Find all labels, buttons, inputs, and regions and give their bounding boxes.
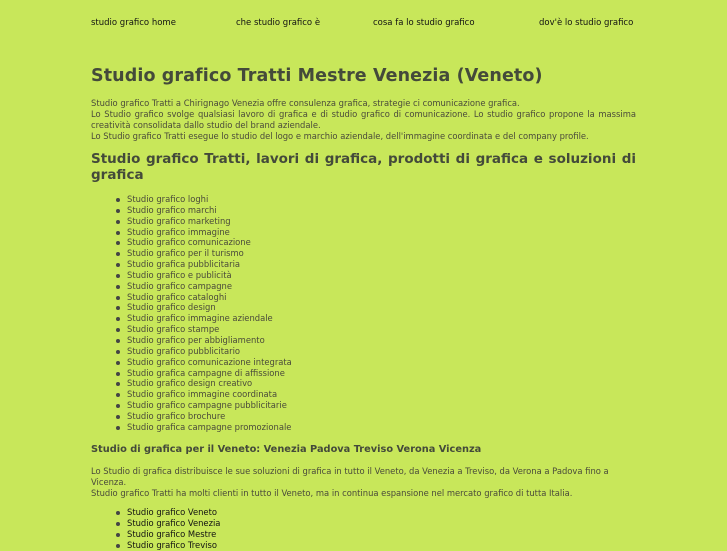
region-paragraph: Studio grafico Tratti ha molti clienti in tutto il Veneto, ma in continua espansione nel mercato grafico di tutta Italia.	[91, 488, 573, 498]
list-item: Studio grafica pubblicitaria	[127, 259, 292, 270]
list-item: Studio grafico immagine	[127, 227, 292, 238]
list-item: Studio grafica campagne promozionale	[127, 421, 292, 432]
list-item: Studio grafico campagne pubblicitarie	[127, 400, 292, 411]
services-list	[91, 194, 292, 433]
region-title: Studio di grafica per il Veneto: Venezia Padova Treviso Verona Vicenza	[91, 444, 482, 455]
intro-paragraph: Studio grafico Tratti a Chirignago Venezia offre consulenza grafica, strategie ci comunicazione grafica.	[91, 98, 520, 108]
list-item: Studio grafico marchi	[127, 205, 292, 216]
place-link[interactable]: Studio grafico Veneto	[127, 507, 220, 518]
list-item: Studio grafico stampe	[127, 324, 292, 335]
top-nav	[91, 0, 636, 46]
page-container	[91, 0, 636, 550]
list-item: Studio grafico comunicazione	[127, 237, 292, 248]
intro-text	[91, 98, 636, 142]
place-link[interactable]: Studio grafico Mestre	[127, 529, 220, 540]
section-subtitle: Studio grafico Tratti, lavori di grafica, prodotti di grafica e soluzioni di grafica	[91, 151, 636, 183]
list-item: Studio grafico design creativo	[127, 378, 292, 389]
nav-link-home[interactable]: studio grafico home	[91, 18, 176, 28]
list-item: Studio grafico per abbigliamento	[127, 335, 292, 346]
list-item: Studio grafico comunicazione integrata	[127, 356, 292, 367]
nav-link-about[interactable]: che studio grafico è	[236, 18, 321, 28]
list-item: Studio grafica campagne di affissione	[127, 368, 292, 379]
nav-link-services[interactable]: cosa fa lo studio grafico	[373, 18, 475, 28]
places-list	[91, 507, 220, 551]
list-item: Studio grafico immagine aziendale	[127, 313, 292, 324]
list-item: Studio grafico pubblicitario	[127, 346, 292, 357]
list-item: Studio grafico loghi	[127, 194, 292, 205]
list-item: Studio grafico immagine coordinata	[127, 389, 292, 400]
region-paragraph: Lo Studio di grafica distribuisce le sue soluzioni di grafica in tutto il Veneto, da Venezia a Treviso, da Verona a Padova fino a Vicenza.	[91, 466, 609, 487]
intro-paragraph: Lo Studio grafico Tratti esegue lo studio del logo e marchio aziendale, dell'immagine coordinata e del company profile.	[91, 131, 589, 141]
place-link[interactable]: Studio grafico Treviso	[127, 540, 220, 551]
intro-paragraph: Lo Studio grafico svolge qualsiasi lavoro di grafica e di studio grafico di comunicazione. Lo studio grafico propone la massima creatività consolidata dallo studio del brand aziendale.	[91, 109, 636, 130]
list-item: Studio grafico e publicità	[127, 270, 292, 281]
region-text	[91, 466, 636, 499]
list-item: Studio grafico per il turismo	[127, 248, 292, 259]
list-item: Studio grafico design	[127, 302, 292, 313]
nav-link-where[interactable]: dov'è lo studio grafico	[539, 18, 634, 28]
place-link[interactable]: Studio grafico Venezia	[127, 518, 221, 528]
page-title: Studio grafico Tratti Mestre Venezia (Veneto)	[91, 66, 543, 86]
list-item: Studio grafico campagne	[127, 281, 292, 292]
list-item: Studio grafico cataloghi	[127, 292, 292, 303]
list-item: Studio grafico brochure	[127, 411, 292, 422]
list-item: Studio grafico marketing	[127, 216, 292, 227]
